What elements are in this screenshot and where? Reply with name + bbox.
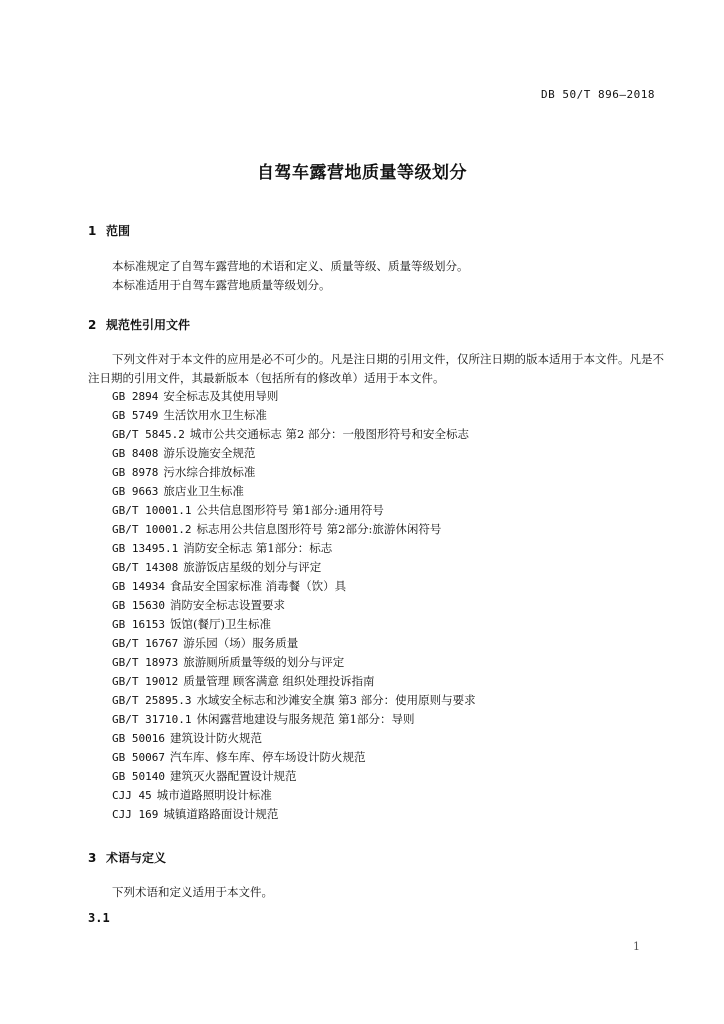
reference-title: 建筑灭火器配置设计规范: [169, 769, 297, 783]
reference-title: 城市道路照明设计标准: [156, 788, 272, 802]
reference-item: [112, 748, 476, 767]
reference-title: 公共信息图形符号 第1部分:通用符号: [196, 503, 384, 517]
reference-code: GB/T 10001.2: [112, 523, 192, 536]
reference-title: 汽车库、修车库、停车场设计防火规范: [169, 750, 366, 764]
reference-title: 消防安全标志 第1部分：标志: [183, 541, 333, 555]
reference-code: GB/T 5845.2: [112, 428, 185, 441]
section-number: 3: [88, 851, 97, 865]
section-title: 范围: [106, 224, 131, 238]
reference-code: GB 5749: [112, 409, 159, 422]
reference-code: GB 15630: [112, 599, 165, 612]
section-3-heading: [88, 849, 166, 866]
reference-code: GB 50067: [112, 751, 165, 764]
section-2-intro: 下列文件对于本文件的应用是必不可少的。凡是注日期的引用文件，仅所注日期的版本适用于本文件。凡是不注日期的引用文件，其最新版本（包括所有的修改单）适用于本文件。: [88, 352, 664, 385]
section-3-intro: 下列术语和定义适用于本文件。: [112, 885, 273, 899]
reference-code: GB/T 10001.1: [112, 504, 192, 517]
reference-title: 建筑设计防火规范: [169, 731, 262, 745]
reference-code: GB 50140: [112, 770, 165, 783]
reference-item: [112, 425, 476, 444]
reference-item: [112, 729, 476, 748]
page-number: 1: [633, 940, 640, 953]
reference-title: 饭馆(餐厅)卫生标准: [169, 617, 271, 631]
reference-item: [112, 805, 476, 824]
reference-title: 水域安全标志和沙滩安全旗 第3 部分：使用原则与要求: [196, 693, 476, 707]
reference-item: [112, 691, 476, 710]
reference-item: [112, 501, 476, 520]
reference-code: GB 8408: [112, 447, 159, 460]
reference-item: [112, 634, 476, 653]
reference-list: [112, 387, 476, 824]
section-number: 2: [88, 318, 97, 332]
section-1-heading: [88, 222, 130, 239]
reference-title: 旅游饭店星级的划分与评定: [183, 560, 322, 574]
reference-title: 消防安全标志设置要求: [169, 598, 285, 612]
reference-code: GB/T 18973: [112, 656, 179, 669]
reference-title: 游乐园（场）服务质量: [183, 636, 299, 650]
reference-title: 城市公共交通标志 第2 部分：一般图形符号和安全标志: [189, 427, 469, 441]
reference-code: CJJ 169: [112, 808, 159, 821]
reference-code: GB/T 31710.1: [112, 713, 192, 726]
reference-item: [112, 520, 476, 539]
reference-title: 食品安全国家标准 消毒餐（饮）具: [169, 579, 347, 593]
reference-title: 游乐设施安全规范: [163, 446, 256, 460]
reference-item: [112, 558, 476, 577]
document-title: 自驾车露营地质量等级划分: [257, 163, 467, 183]
reference-code: GB/T 19012: [112, 675, 179, 688]
reference-item: [112, 710, 476, 729]
reference-title: 标志用公共信息图形符号 第2部分:旅游休闲符号: [196, 522, 442, 536]
reference-title: 旅店业卫生标准: [163, 484, 244, 498]
reference-item: [112, 615, 476, 634]
reference-item: [112, 463, 476, 482]
section-number: 1: [88, 224, 97, 238]
reference-item: [112, 767, 476, 786]
reference-item: [112, 482, 476, 501]
reference-code: GB 50016: [112, 732, 165, 745]
reference-item: [112, 653, 476, 672]
reference-item: [112, 444, 476, 463]
reference-code: GB 14934: [112, 580, 165, 593]
reference-item: [112, 577, 476, 596]
reference-code: GB 2894: [112, 390, 159, 403]
reference-code: GB 13495.1: [112, 542, 179, 555]
section-1-paragraph-2: 本标准适用于自驾车露营地质量等级划分。: [112, 278, 331, 292]
reference-code: GB/T 16767: [112, 637, 179, 650]
reference-code: GB/T 25895.3: [112, 694, 192, 707]
section-title: 规范性引用文件: [106, 318, 191, 332]
reference-code: GB 16153: [112, 618, 165, 631]
reference-title: 安全标志及其使用导则: [163, 389, 279, 403]
reference-code: GB 8978: [112, 466, 159, 479]
reference-title: 生活饮用水卫生标准: [163, 408, 267, 422]
document-code: DB 50/T 896—2018: [541, 88, 655, 101]
section-2-heading: [88, 316, 190, 333]
reference-title: 城镇道路路面设计规范: [163, 807, 279, 821]
reference-code: GB 9663: [112, 485, 159, 498]
reference-item: [112, 387, 476, 406]
reference-item: [112, 406, 476, 425]
reference-item: [112, 596, 476, 615]
subsection-number: 3.1: [88, 911, 110, 925]
reference-code: GB/T 14308: [112, 561, 179, 574]
reference-title: 污水综合排放标准: [163, 465, 256, 479]
reference-item: [112, 539, 476, 558]
reference-item: [112, 786, 476, 805]
reference-title: 休闲露营地建设与服务规范 第1部分：导则: [196, 712, 415, 726]
reference-item: [112, 672, 476, 691]
reference-code: CJJ 45: [112, 789, 152, 802]
reference-title: 质量管理 顾客满意 组织处理投诉指南: [183, 674, 375, 688]
section-title: 术语与定义: [106, 851, 167, 865]
section-1-paragraph-1: 本标准规定了自驾车露营地的术语和定义、质量等级、质量等级划分。: [112, 259, 469, 273]
reference-title: 旅游厕所质量等级的划分与评定: [183, 655, 345, 669]
